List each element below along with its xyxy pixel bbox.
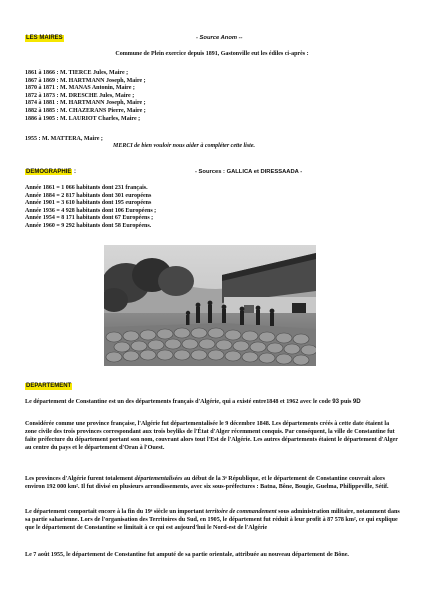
list-item: Année 1954 = 8 171 habitants dont 67 Européens ; (25, 215, 154, 222)
list-item: Année 1884 = 2 817 habitants dont 301 européens (25, 192, 152, 199)
maires-source: - Source Anom -- (196, 35, 243, 41)
demographie-source: - Sources : GALLICA et DIRESSAADA - (195, 169, 303, 175)
p3-text-c: au début de la 3ᵉ République, et le département de Constantine couvrait alors environ 192 000 km². Il fut divisé en plusieurs arrondissements, avec six sous-préfectures : Batna, Bône, Bougie, Guelma, Philippeville, Sétif. (25, 476, 389, 490)
p4-italic: territoire de commandement (205, 509, 277, 515)
list-item: Année 1901 = 3 610 habitants dont 195 européens (25, 200, 152, 207)
village-photo (104, 245, 316, 366)
list-item: 1874 à 1881 : M. HARTMANN Joseph, Maire ; (25, 100, 146, 107)
maires-last: 1955 : M. MATTERA, Maire ; (25, 136, 103, 142)
code-9d: 9D (352, 398, 361, 405)
list-item: 1872 à 1873 : M. DRESCHE Jules, Maire ; (25, 92, 135, 99)
p3-text-a: Les provinces d'Algérie furent totalement (25, 476, 135, 482)
code-93: 93 (332, 398, 340, 405)
maires-list (25, 70, 146, 123)
departement-p3 (25, 476, 401, 492)
maires-thanks: MERCI de bien vouloir nous aider à compléter cette liste. (113, 143, 255, 149)
departement-p4 (25, 509, 401, 533)
list-item: 1861 à 1866 : M. TIERCE Jules, Maire ; (25, 70, 129, 76)
p1-text-puis: puis (339, 399, 353, 405)
p4-text-a: Le département comportait encore à la fin du 19ᵉ siècle un important (25, 509, 206, 515)
village-photo-drawing (104, 245, 316, 366)
demographie-list (25, 185, 156, 231)
maires-heading: LES MAIRES (26, 35, 63, 41)
p4-text-c: sous administration militaire, notamment dans sa partie saharienne. Lors de l'organisation des Territoires du Sud, en 1905, le département fut réduit à leur profit à 87 578 km², ce qui explique que le département de Constantine se limitait à ce qui est aujourd'hui le Nord-est de l'Algérie (25, 509, 400, 531)
list-item: 1886 à 1905 : M. LAURIOT Charles, Maire ; (25, 115, 141, 122)
list-item: Année 1861 = 1 066 habitants dont 231 français. (25, 185, 148, 191)
p3-italic: départementalisées (134, 476, 183, 482)
list-item: 1882 à 1885 : M. CHAZERANS Pierre, Maire ; (25, 107, 146, 114)
list-item: 1867 à 1869 : M. HARTMANN Joseph, Maire ; (25, 77, 146, 84)
demographie-heading: DEMOGRAPHIE (26, 169, 72, 175)
departement-heading: DEPARTEMENT (26, 383, 72, 389)
maires-intro: Commune de Plein exercice depuis 1891, Gastonville eut les édiles ci-après : (115, 51, 309, 57)
list-item: Année 1936 = 4 928 habitants dont 106 Européens ; (25, 207, 157, 214)
demographie-colon: : (72, 169, 77, 175)
list-item: 1870 à 1871 : M. MANAS Antonin, Maire ; (25, 85, 135, 92)
departement-p5: Le 7 août 1955, le département de Constantine fut amputé de sa partie orientale, attribuée au nouveau département de Bône. (25, 552, 349, 558)
departement-p1 (25, 398, 401, 407)
list-item: Année 1960 = 9 292 habitants dont 58 Européens. (25, 222, 152, 229)
departement-p2: Considérée comme une province française, l'Algérie fut départementalisée le 9 décembre 1848. Les départements créés à cette date étaient la zone civile des trois provinces correspondant aux trois beyliks de l'État d'Alger récemment conquis. Par conséquent, la ville de Constantine fut faite préfecture du département portant son nom, couvrant alors tout l'Est de l'Algérie. Les autres départements étaient le département d'Alger au centre du pays et le département d'Oran à l'Ouest. (25, 421, 398, 451)
p1-text: Le département de Constantine est un des départements français d'Algérie, qui a existé entre1848 et 1962 avec le code (25, 399, 333, 405)
demographie-heading-wrap (25, 169, 76, 176)
